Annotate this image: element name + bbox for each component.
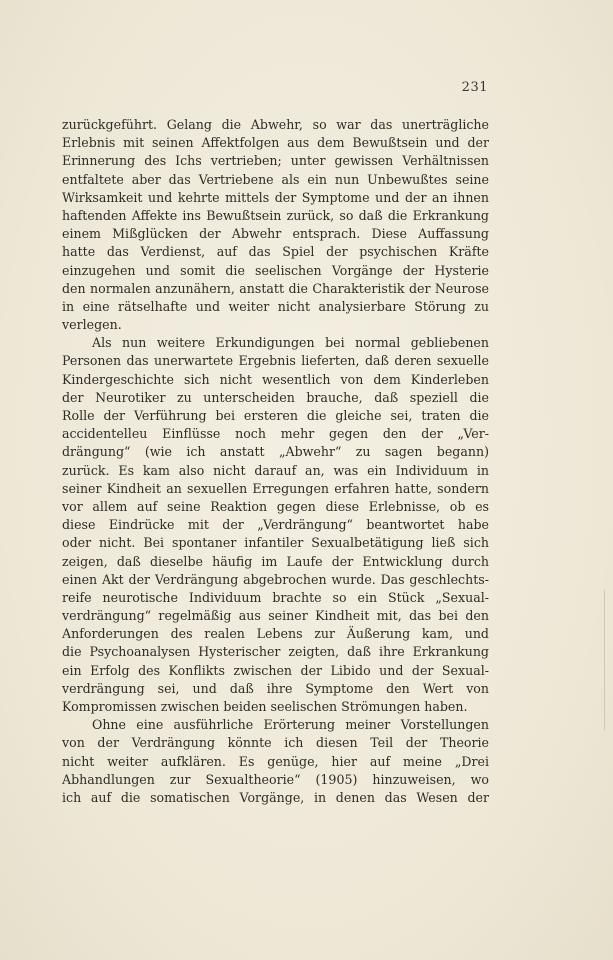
text-line: vor allem auf seine Reaktion gegen diese Erlebnisse, ob es <box>62 498 489 514</box>
text-line: Abhandlungen zur Sexualtheorie“ (1905) hinzuweisen, wo <box>62 771 489 787</box>
text-line: hatte das Verdienst, auf das Spiel der psychischen Kräfte <box>62 244 489 260</box>
text-line: Als nun weitere Erkundigungen bei normal gebliebenen <box>92 335 489 351</box>
text-line: verdrängung sei, und daß ihre Symptome den Wert von <box>62 680 489 696</box>
text-line: zurück. Es kam also nicht darauf an, was ein Individuum in <box>62 462 489 478</box>
text-line: drängung“ (wie ich anstatt „Abwehr“ zu sagen begann) <box>62 444 489 460</box>
body-text <box>62 116 489 807</box>
text-line: Erlebnis mit seinen Affektfolgen aus dem Bewußtsein und der <box>62 135 489 151</box>
text-line: einen Akt der Verdrängung abgebrochen wurde. Das geschlechts- <box>62 571 489 587</box>
text-line: die Psychoanalysen Hysterischer zeigten, daß ihre Erkrankung <box>62 644 489 660</box>
text-line: Kindergeschichte sich nicht wesentlich von dem Kinderleben <box>62 371 489 387</box>
text-line: seiner Kindheit an sexuellen Erregungen erfahren hatte, sondern <box>62 480 489 496</box>
text-line: verdrängung“ regelmäßig aus seiner Kindheit mit, das bei den <box>62 608 489 624</box>
text-line: entfaltete aber das Vertriebene als ein nun Unbewußtes seine <box>62 171 489 187</box>
text-line: diese Eindrücke mit der „Verdrängung“ beantwortet habe <box>62 517 489 533</box>
text-line: in eine rätselhafte und weiter nicht analysierbare Störung zu <box>62 298 489 314</box>
text-line: einzugehen und somit die seelischen Vorgänge der Hysterie <box>62 262 489 278</box>
text-line: haftenden Affekte ins Bewußtsein zurück, so daß die Erkrankung <box>62 207 489 223</box>
page-number: 231 <box>461 80 488 95</box>
text-line: Kompromissen zwischen beiden seelischen Strömungen haben. <box>62 699 468 714</box>
text-line: den normalen anzunähern, anstatt die Charakteristik der Neurose <box>62 280 489 296</box>
text-line: accidentelleu Einflüsse noch mehr gegen den der „Ver- <box>62 426 489 442</box>
text-line: zurückgeführt. Gelang die Abwehr, so war das unerträgliche <box>62 117 489 132</box>
text-line: von der Verdrängung könnte ich diesen Teil der Theorie <box>62 735 489 751</box>
text-line: der Neurotiker zu unterscheiden brauche, daß speziell die <box>62 389 489 405</box>
text-line: Rolle der Verführung bei ersteren die gleiche sei, traten die <box>62 408 489 423</box>
text-line: ein Erfolg des Konflikts zwischen der Libido und der Sexual- <box>62 662 489 678</box>
text-line: ich auf die somatischen Vorgänge, in denen das Wesen der <box>62 789 489 805</box>
text-line: zeigen, daß dieselbe häufig im Laufe der Entwicklung durch <box>62 553 489 569</box>
text-line: Anforderungen des realen Lebens zur Äußerung kam, und <box>62 626 489 642</box>
text-line: Ohne eine ausführliche Erörterung meiner Vorstellungen <box>92 717 489 733</box>
margin-edge-mark <box>604 590 607 730</box>
text-line: Personen das unerwartete Ergebnis lieferten, daß deren sexuelle <box>62 353 489 369</box>
text-line: reife neurotische Individuum brachte so ein Stück „Sexual- <box>62 589 489 605</box>
text-line: verlegen. <box>62 317 122 333</box>
text-line: nicht weiter aufklären. Es genüge, hier auf meine „Drei <box>62 753 489 769</box>
text-line: einem Mißglücken der Abwehr entsprach. Diese Auffassung <box>62 226 489 242</box>
text-line: Wirksamkeit und kehrte mittels der Symptome und der an ihnen <box>62 189 489 205</box>
text-line: oder nicht. Bei spontaner infantiler Sexualbetätigung ließ sich <box>62 535 489 551</box>
text-line: Erinnerung des Ichs vertrieben; unter gewissen Verhältnissen <box>62 153 489 169</box>
